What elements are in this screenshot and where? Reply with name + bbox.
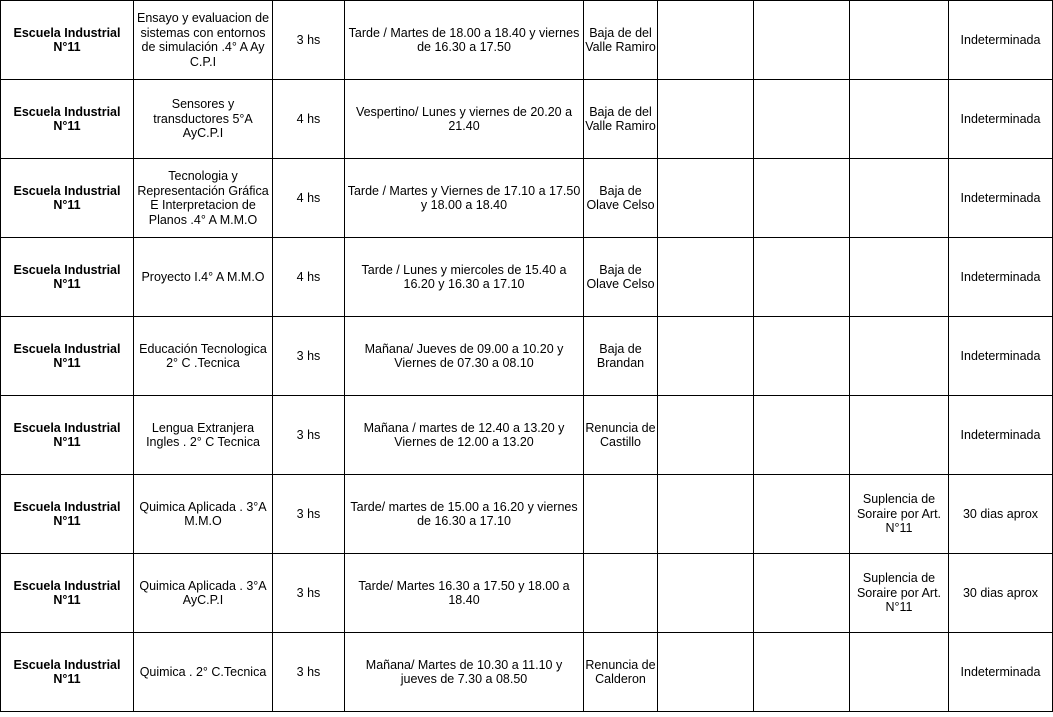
empty-cell [754, 159, 850, 238]
empty-cell [658, 317, 754, 396]
schedule-cell: Tarde/ Martes 16.30 a 17.50 y 18.00 a 18.40 [345, 554, 584, 633]
school-cell: Escuela Industrial N°11 [1, 396, 134, 475]
school-cell: Escuela Industrial N°11 [1, 317, 134, 396]
hours-cell: 3 hs [273, 1, 345, 80]
subject-cell: Quimica Aplicada . 3°A M.M.O [134, 475, 273, 554]
empty-cell [754, 475, 850, 554]
schedule-cell: Mañana/ Jueves de 09.00 a 10.20 y Viernes de 07.30 a 08.10 [345, 317, 584, 396]
subject-cell: Ensayo y evaluacion de sistemas con entornos de simulación .4° A Ay C.P.I [134, 1, 273, 80]
duration-cell: Indeterminada [949, 633, 1053, 712]
table-row [1, 1, 1053, 80]
reason-cell: Baja de del Valle Ramiro [584, 80, 658, 159]
suplencia-cell [850, 80, 949, 159]
empty-cell [658, 238, 754, 317]
hours-cell: 3 hs [273, 396, 345, 475]
duration-cell: Indeterminada [949, 396, 1053, 475]
school-cell: Escuela Industrial N°11 [1, 1, 134, 80]
hours-cell: 3 hs [273, 554, 345, 633]
hours-cell: 4 hs [273, 159, 345, 238]
duration-cell: Indeterminada [949, 317, 1053, 396]
suplencia-cell [850, 159, 949, 238]
school-cell: Escuela Industrial N°11 [1, 554, 134, 633]
empty-cell [658, 554, 754, 633]
reason-cell: Baja de Olave Celso [584, 238, 658, 317]
schedule-cell: Mañana/ Martes de 10.30 a 11.10 y jueves de 7.30 a 08.50 [345, 633, 584, 712]
table-row [1, 633, 1053, 712]
subject-cell: Quimica . 2° C.Tecnica [134, 633, 273, 712]
table-row [1, 317, 1053, 396]
subject-cell: Quimica Aplicada . 3°A AyC.P.I [134, 554, 273, 633]
table-row [1, 238, 1053, 317]
empty-cell [754, 317, 850, 396]
empty-cell [658, 159, 754, 238]
reason-cell [584, 554, 658, 633]
empty-cell [754, 80, 850, 159]
suplencia-cell: Suplencia de Soraire por Art. N°11 [850, 554, 949, 633]
schedule-cell: Mañana / martes de 12.40 a 13.20 y Viernes de 12.00 a 13.20 [345, 396, 584, 475]
table-row [1, 554, 1053, 633]
reason-cell: Baja de Olave Celso [584, 159, 658, 238]
suplencia-cell: Suplencia de Soraire por Art. N°11 [850, 475, 949, 554]
suplencia-cell [850, 238, 949, 317]
table-row [1, 475, 1053, 554]
subject-cell: Tecnologia y Representación Gráfica E Interpretacion de Planos .4° A M.M.O [134, 159, 273, 238]
suplencia-cell [850, 317, 949, 396]
school-cell: Escuela Industrial N°11 [1, 238, 134, 317]
schedule-cell: Tarde / Martes de 18.00 a 18.40 y viernes de 16.30 a 17.50 [345, 1, 584, 80]
duration-cell: Indeterminada [949, 1, 1053, 80]
school-cell: Escuela Industrial N°11 [1, 159, 134, 238]
reason-cell: Renuncia de Castillo [584, 396, 658, 475]
schedule-cell: Vespertino/ Lunes y viernes de 20.20 a 21.40 [345, 80, 584, 159]
empty-cell [658, 633, 754, 712]
suplencia-cell [850, 396, 949, 475]
duration-cell: Indeterminada [949, 159, 1053, 238]
table-body [1, 1, 1053, 712]
empty-cell [754, 238, 850, 317]
school-cell: Escuela Industrial N°11 [1, 633, 134, 712]
table-row [1, 80, 1053, 159]
reason-cell: Baja de Brandan [584, 317, 658, 396]
empty-cell [754, 396, 850, 475]
reason-cell: Baja de del Valle Ramiro [584, 1, 658, 80]
schedule-cell: Tarde / Martes y Viernes de 17.10 a 17.50 y 18.00 a 18.40 [345, 159, 584, 238]
empty-cell [658, 80, 754, 159]
duration-cell: 30 dias aprox [949, 554, 1053, 633]
hours-cell: 4 hs [273, 238, 345, 317]
hours-cell: 3 hs [273, 317, 345, 396]
schedule-cell: Tarde / Lunes y miercoles de 15.40 a 16.20 y 16.30 a 17.10 [345, 238, 584, 317]
subject-cell: Educación Tecnologica 2° C .Tecnica [134, 317, 273, 396]
hours-cell: 3 hs [273, 475, 345, 554]
hours-cell: 3 hs [273, 633, 345, 712]
table-row [1, 396, 1053, 475]
duration-cell: Indeterminada [949, 238, 1053, 317]
subject-cell: Lengua Extranjera Ingles . 2° C Tecnica [134, 396, 273, 475]
subject-cell: Sensores y transductores 5°A AyC.P.I [134, 80, 273, 159]
empty-cell [754, 1, 850, 80]
empty-cell [658, 475, 754, 554]
empty-cell [658, 1, 754, 80]
reason-cell: Renuncia de Calderon [584, 633, 658, 712]
school-cell: Escuela Industrial N°11 [1, 80, 134, 159]
duration-cell: 30 dias aprox [949, 475, 1053, 554]
empty-cell [658, 396, 754, 475]
hours-cell: 4 hs [273, 80, 345, 159]
reason-cell [584, 475, 658, 554]
suplencia-cell [850, 633, 949, 712]
suplencia-cell [850, 1, 949, 80]
school-cell: Escuela Industrial N°11 [1, 475, 134, 554]
duration-cell: Indeterminada [949, 80, 1053, 159]
table-row [1, 159, 1053, 238]
schedule-cell: Tarde/ martes de 15.00 a 16.20 y viernes de 16.30 a 17.10 [345, 475, 584, 554]
empty-cell [754, 554, 850, 633]
subject-cell: Proyecto I.4° A M.M.O [134, 238, 273, 317]
empty-cell [754, 633, 850, 712]
